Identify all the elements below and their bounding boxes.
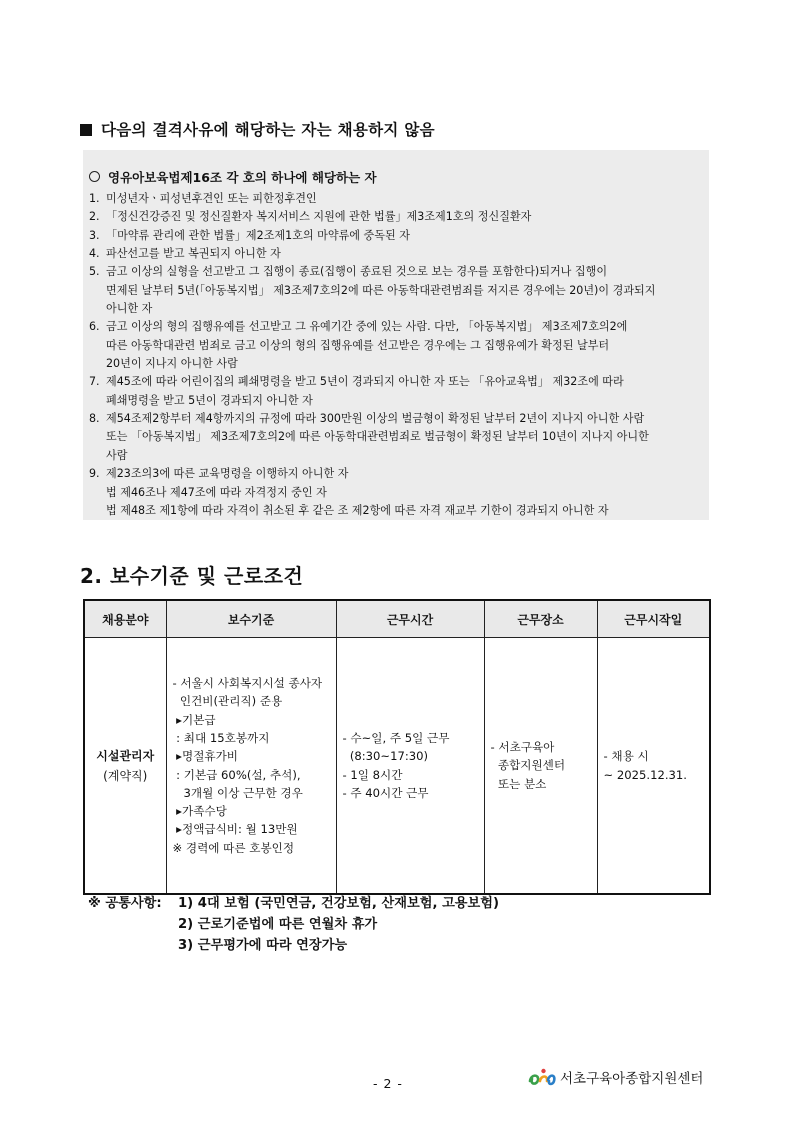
footer-org (527, 1066, 703, 1088)
table-header-row (84, 600, 710, 638)
box-title-text: 영유아보육법제16조 각 호의 하나에 해당하는 자 (108, 170, 377, 185)
common-item-3: 3) 근무평가에 따라 연장가능 (178, 938, 348, 953)
list-item-number: 6. (89, 320, 100, 334)
list-item-line: 미성년자ㆍ피성년후견인 또는 피한정후견인 (106, 192, 317, 205)
list-item-line: 제23조의3에 따른 교육명령을 이행하지 아니한 자 (106, 467, 349, 481)
field-sub: (계약직) (103, 769, 148, 783)
common-items (88, 893, 499, 956)
disqualification-heading (80, 118, 435, 140)
list-item-number: 8. (89, 412, 100, 426)
list-item-number: 4. (89, 247, 100, 261)
common-item-2: 2) 근로기준법에 따른 연월차 휴가 (178, 917, 378, 932)
list-item-line: 제45조에 따라 어린이집의 폐쇄명령을 받고 5년이 경과되지 아니한 자 또는 「유아교육법」 제32조에 따라 (106, 375, 624, 389)
list-item (89, 227, 705, 245)
list-item-line: 제54조제2항부터 제4항까지의 규정에 따라 300만원 이상의 벌금형이 확정된 날부터 2년이 지나지 아니한 사람 (106, 412, 645, 426)
pay-line: ▸가족수당 (172, 804, 227, 819)
list-item-number: 5. (89, 265, 100, 279)
cell-start (597, 638, 710, 895)
header-hours: 근무시간 (336, 600, 484, 638)
header-pay: 보수기준 (166, 600, 336, 638)
disqualification-heading-text: 다음의 결격사유에 해당하는 자는 채용하지 않음 (101, 121, 435, 139)
list-item (89, 318, 705, 373)
pay-line: 인건비(관리직) 준용 (172, 694, 283, 709)
list-item (89, 410, 705, 465)
list-item (89, 208, 705, 226)
place-line: 종합지원센터 (490, 758, 566, 773)
hours-line: - 수~일, 주 5일 근무 (342, 730, 450, 745)
pay-line: - 서울시 사회복지시설 종사자 (172, 676, 323, 691)
place-line: - 서초구육아 (490, 740, 555, 755)
circle-bullet-icon (89, 171, 100, 182)
list-item-line: 파산선고를 받고 복권되지 아니한 자 (106, 247, 281, 261)
list-item-line: 「정신건강증진 및 정신질환자 복지서비스 지원에 관한 법률」제3조제1호의 정신질환자 (106, 210, 532, 224)
list-item-number: 3. (89, 228, 100, 242)
pay-line: ▸명절휴가비 (172, 749, 239, 764)
list-item (89, 263, 705, 318)
pay-line: 3개월 이상 근무한 경우 (172, 785, 303, 800)
list-item (89, 465, 705, 520)
disqualification-box (83, 150, 709, 520)
start-line: ~ 2025.12.31. (603, 767, 687, 782)
disqualification-list (89, 190, 705, 520)
place-line: 또는 분소 (490, 776, 547, 791)
list-item-line: 법 제46조나 제47조에 따라 자격정지 중인 자 (106, 485, 327, 499)
list-item-line: 「마약류 관리에 관한 법률」제2조제1호의 마약류에 중독된 자 (106, 228, 410, 242)
list-item (89, 373, 705, 410)
header-start: 근무시작일 (597, 600, 710, 638)
list-item-line: 금고 이상의 실형을 선고받고 그 집행이 종료(집행이 종료된 것으로 보는 경우를 포함한다)되거나 집행이 (106, 265, 608, 279)
start-line: - 채용 시 (603, 749, 649, 764)
list-item-line: 금고 이상의 형의 집행유예를 선고받고 그 유예기간 중에 있는 사람. 다만, 「아동복지법」 제3조제7호의2에 (106, 320, 628, 334)
list-item-line: 20년이 지나지 아니한 사람 (106, 357, 238, 371)
list-item-line: 면제된 날부터 5년(「아동복지법」 제3조제7호의2에 따른 아동학대관련범죄를 저지른 경우에는 20년)이 경과되지 (106, 283, 656, 297)
list-item-number: 1. (89, 192, 100, 205)
list-item-number: 9. (89, 467, 100, 481)
common-item-1: 1) 4대 보험 (국민연금, 건강보험, 산재보험, 고용보험) (178, 896, 500, 911)
list-item-line: 폐쇄명령을 받고 5년이 경과되지 아니한 자 (106, 393, 313, 407)
list-item-number: 2. (89, 210, 100, 224)
hours-line: (8:30~17:30) (342, 749, 429, 764)
page-number: - 2 - (373, 1076, 403, 1091)
cell-field (84, 638, 166, 895)
square-bullet-icon (80, 124, 92, 136)
list-item (89, 245, 705, 263)
field-title: 시설관리자 (96, 749, 155, 763)
list-item-line: 아니한 자 (106, 302, 153, 316)
pay-line: ▸기본급 (172, 712, 216, 727)
common-label: ※ 공통사항: (88, 896, 162, 911)
table-row (84, 638, 710, 895)
header-field: 채용분야 (84, 600, 166, 638)
header-place: 근무장소 (484, 600, 597, 638)
pay-line: : 기본급 60%(설, 추석), (172, 767, 301, 782)
list-item-line: 따른 아동학대관련 범죄로 금고 이상의 형의 집행유예를 선고받은 경우에는 그 집행유예가 확정된 날부터 (106, 338, 610, 352)
disqualification-box-title (89, 168, 377, 186)
pay-line: ※ 경력에 따른 호봉인정 (172, 840, 295, 855)
pay-line: ▸정액급식비: 월 13만원 (172, 822, 298, 837)
pay-line: : 최대 15호봉까지 (172, 730, 270, 745)
cell-hours (336, 638, 484, 895)
list-item-line: 법 제48조 제1항에 따라 자격이 취소된 후 같은 조 제2항에 따른 자격 재교부 기한이 경과되지 아니한 자 (106, 503, 609, 517)
list-item-line: 또는 「아동복지법」 제3조제7호의2에 따른 아동학대관련범죄로 벌금형이 확정된 날부터 10년이 지나지 아니한 (106, 430, 649, 444)
list-item-line: 사람 (106, 448, 128, 462)
cell-pay (166, 638, 336, 895)
hours-line: - 1일 8시간 (342, 767, 403, 782)
org-name: 서초구육아종합지원센터 (560, 1071, 704, 1087)
list-item-number: 7. (89, 375, 100, 389)
hours-line: - 주 40시간 근무 (342, 785, 429, 800)
cell-place (484, 638, 597, 895)
org-logo-icon (527, 1066, 557, 1088)
section-2-title: 2. 보수기준 및 근로조건 (80, 564, 304, 588)
list-item (89, 190, 705, 208)
pay-conditions-table (83, 599, 711, 895)
